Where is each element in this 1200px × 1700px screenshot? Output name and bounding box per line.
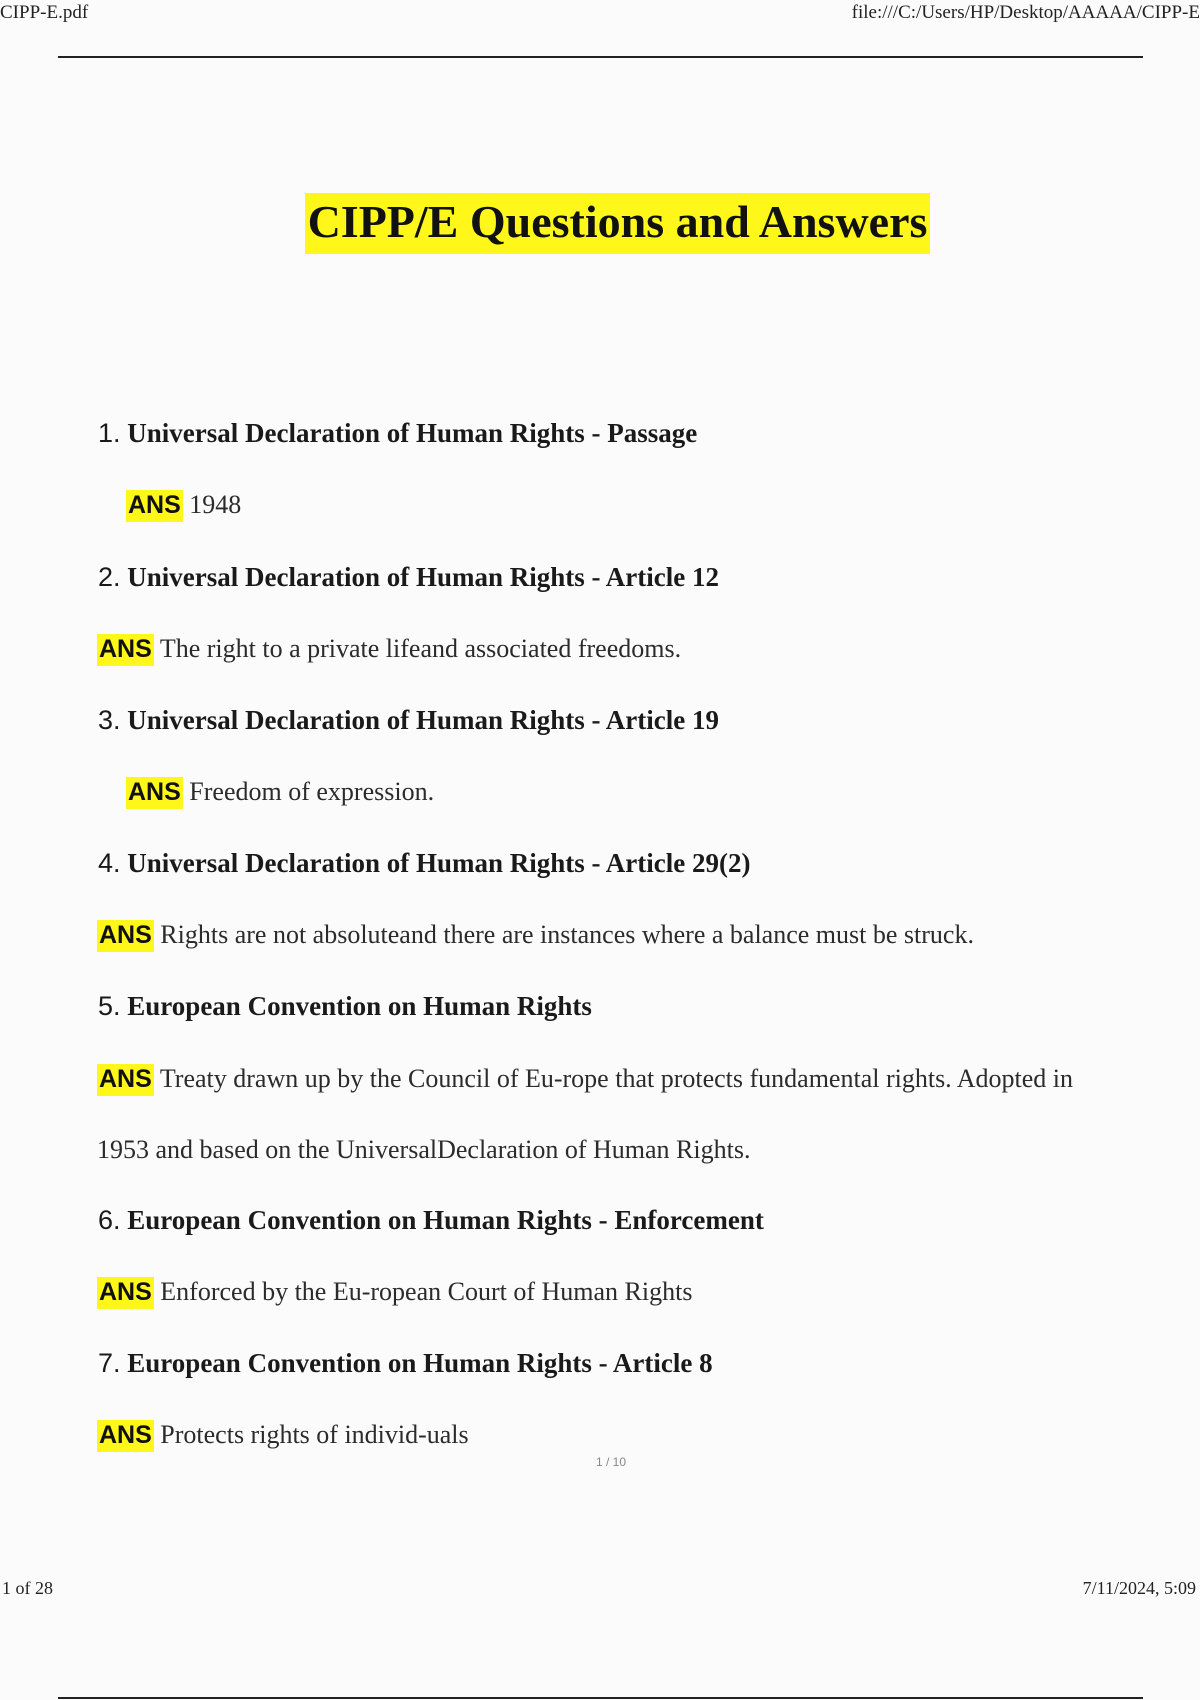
footer-divider bbox=[58, 1697, 1143, 1699]
answer-text: Freedom of expression. bbox=[189, 777, 435, 806]
question-text: Universal Declaration of Human Rights - Passage bbox=[127, 418, 698, 448]
question-text: Universal Declaration of Human Rights - Article 12 bbox=[127, 562, 719, 592]
question-4 bbox=[98, 848, 750, 879]
inner-page-number: 1 / 10 bbox=[595, 1455, 627, 1469]
answer-text: 1948 bbox=[189, 490, 242, 519]
question-number: 3. bbox=[98, 705, 121, 735]
question-text: European Convention on Human Rights - Enforcement bbox=[127, 1205, 764, 1235]
answer-label: ANS bbox=[126, 490, 183, 522]
question-number: 1. bbox=[98, 418, 121, 448]
question-number: 2. bbox=[98, 562, 121, 592]
question-1 bbox=[98, 418, 697, 449]
answer-text: Treaty drawn up by the Council of Eu-rope that protects fundamental rights. Adopted in bbox=[159, 1064, 1074, 1093]
answer-label: ANS bbox=[97, 1064, 154, 1096]
answer-label: ANS bbox=[97, 920, 154, 952]
answer-text: Enforced by the Eu-ropean Court of Human Rights bbox=[160, 1277, 693, 1306]
question-number: 5. bbox=[98, 991, 121, 1021]
answer-label: ANS bbox=[97, 1420, 154, 1452]
answer-7 bbox=[97, 1420, 469, 1450]
footer-page-count: 1 of 28 bbox=[2, 1578, 53, 1598]
header-url: file:///C:/Users/HP/Desktop/AAAAA/CIPP-E bbox=[851, 2, 1200, 23]
answer-text: The right to a private lifeand associated freedoms. bbox=[159, 634, 682, 663]
answer-6 bbox=[97, 1277, 692, 1307]
question-2 bbox=[98, 562, 719, 593]
answer-4 bbox=[97, 920, 974, 950]
answer-text: Protects rights of individ-uals bbox=[160, 1420, 469, 1449]
question-6 bbox=[98, 1205, 764, 1236]
question-3 bbox=[98, 705, 719, 736]
question-7 bbox=[98, 1348, 713, 1379]
answer-text: Rights are not absoluteand there are instances where a balance must be struck. bbox=[160, 920, 974, 949]
answer-3 bbox=[126, 777, 434, 807]
question-5 bbox=[98, 991, 592, 1022]
question-text: Universal Declaration of Human Rights - Article 29(2) bbox=[127, 848, 751, 878]
answer-1 bbox=[126, 490, 241, 520]
question-number: 7. bbox=[98, 1348, 121, 1378]
question-number: 4. bbox=[98, 848, 121, 878]
question-number: 6. bbox=[98, 1205, 121, 1235]
answer-label: ANS bbox=[97, 634, 154, 666]
question-text: European Convention on Human Rights - Article 8 bbox=[127, 1348, 713, 1378]
answer-5-continuation: 1953 and based on the UniversalDeclaration of Human Rights. bbox=[97, 1135, 751, 1164]
header-divider bbox=[58, 56, 1143, 58]
header-filename: CIPP-E.pdf bbox=[0, 2, 89, 23]
title-container bbox=[0, 193, 1200, 254]
answer-label: ANS bbox=[126, 777, 183, 809]
answer-label: ANS bbox=[97, 1277, 154, 1309]
answer-2 bbox=[97, 634, 681, 664]
question-text: European Convention on Human Rights bbox=[127, 991, 592, 1021]
page-title: CIPP/E Questions and Answers bbox=[305, 193, 931, 254]
answer-5 bbox=[97, 1064, 1073, 1094]
footer-datetime: 7/11/2024, 5:09 bbox=[1082, 1578, 1196, 1598]
question-text: Universal Declaration of Human Rights - Article 19 bbox=[127, 705, 719, 735]
